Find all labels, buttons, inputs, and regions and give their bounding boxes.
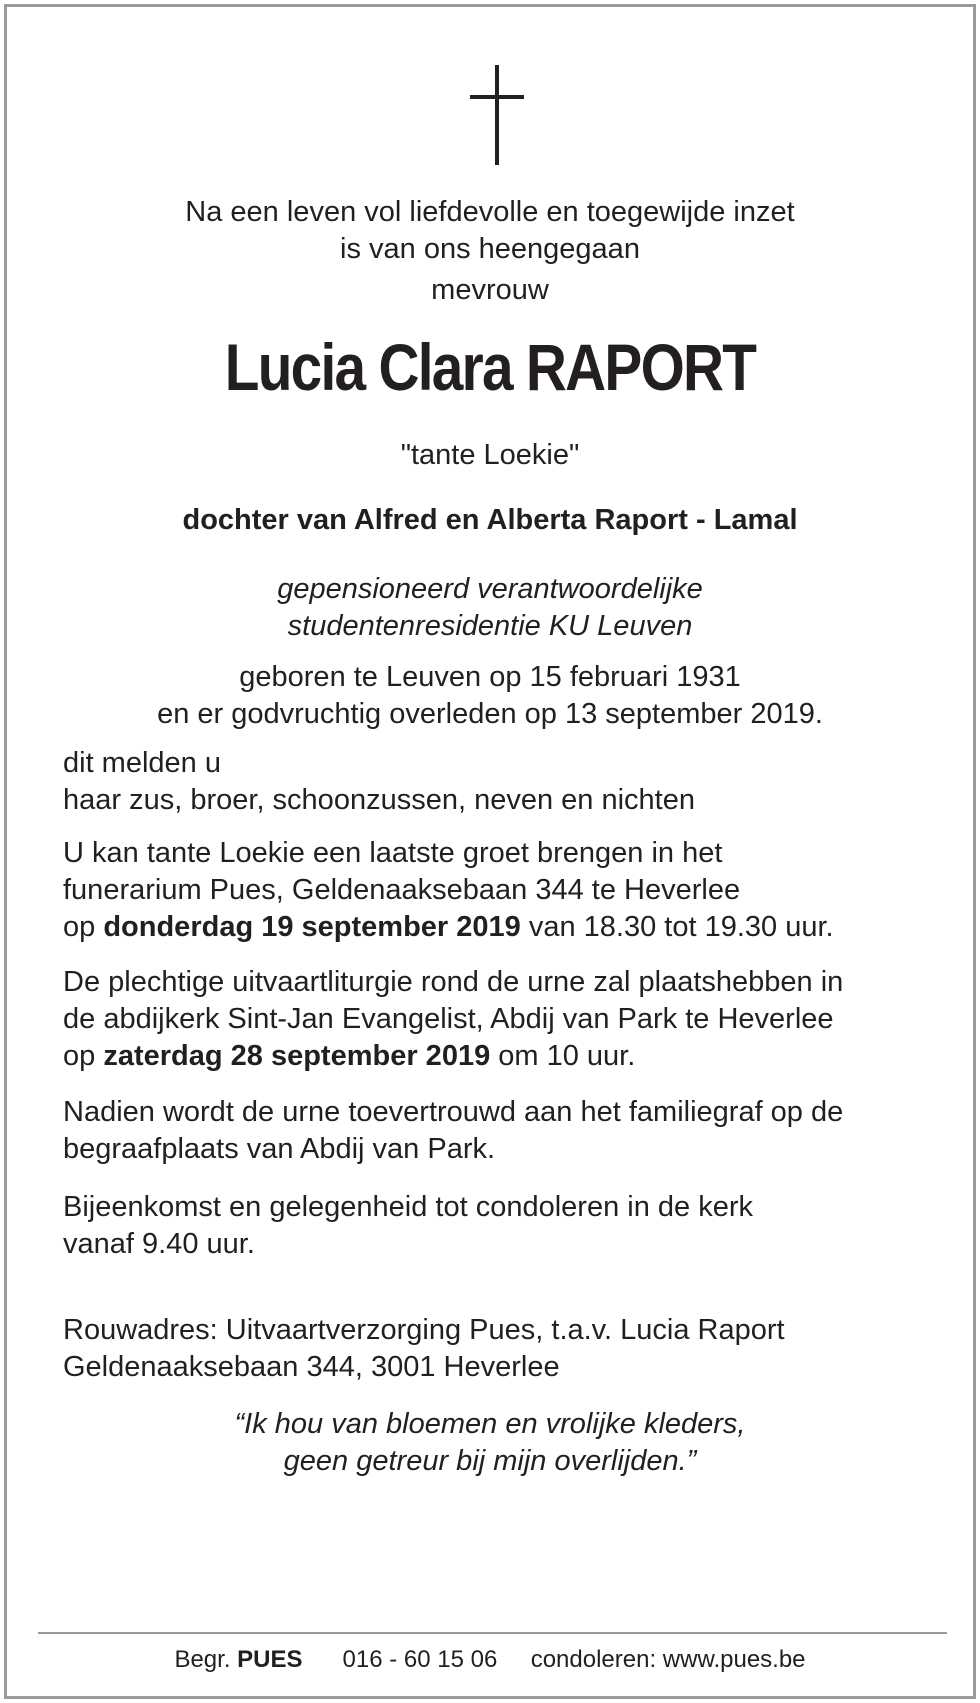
- gathering-paragraph: [7, 1189, 973, 1263]
- death-line: en er godvruchtig overleden op 13 september 2019.: [157, 698, 823, 730]
- latin-cross-icon: [467, 65, 527, 165]
- life-dates: [7, 659, 973, 733]
- ceremony-line-1: De plechtige uitvaartliturgie rond de urne zal plaatshebben in: [63, 966, 844, 998]
- occupation: [7, 571, 973, 645]
- address-line-2: Geldenaaksebaan 344, 3001 Heverlee: [63, 1351, 560, 1383]
- intro-text: [7, 194, 973, 268]
- ceremony-time: om 10 uur.: [490, 1040, 636, 1072]
- closing-quote: [7, 1406, 973, 1480]
- funeral-home-name: PUES: [237, 1646, 303, 1673]
- intro-line-1: Na een leven vol liefdevolle en toegewijde inzet: [185, 196, 795, 228]
- ceremony-prefix: op: [63, 1040, 104, 1072]
- visitation-time: van 18.30 tot 19.30 uur.: [520, 911, 834, 943]
- ceremony-line-2: de abdijkerk Sint-Jan Evangelist, Abdij van Park te Heverlee: [63, 1003, 834, 1035]
- nickname: "tante Loekie": [400, 439, 580, 471]
- occupation-line-1: gepensioneerd verantwoordelijke: [277, 573, 703, 605]
- footer-divider: [38, 1632, 947, 1634]
- visitation-date: donderdag 19 september 2019: [103, 911, 521, 943]
- ceremony-line-3: [63, 1038, 973, 1075]
- obituary-card: [4, 4, 976, 1699]
- gathering-line-2: vanaf 9.40 uur.: [63, 1228, 255, 1260]
- burial-line-2: begraafplaats van Abdij van Park.: [63, 1133, 496, 1165]
- visitation-paragraph: [7, 835, 973, 946]
- visitation-line-3: [63, 909, 973, 946]
- announcers-line-2: haar zus, broer, schoonzussen, neven en nichten: [63, 784, 695, 816]
- quote-line-2: geen getreur bij mijn overlijden.”: [283, 1445, 697, 1477]
- burial-line-1: Nadien wordt de urne toevertrouwd aan het familiegraf op de: [63, 1096, 844, 1128]
- address-line-1: Rouwadres: Uitvaartverzorging Pues, t.a.v. Lucia Raport: [63, 1314, 785, 1346]
- occupation-line-2: studentenresidentie KU Leuven: [287, 610, 693, 642]
- parents-line: dochter van Alfred en Alberta Raport - Lamal: [182, 504, 798, 536]
- birth-line: geboren te Leuven op 15 februari 1931: [239, 661, 741, 693]
- visitation-prefix: op: [63, 911, 104, 943]
- ceremony-paragraph: [7, 964, 973, 1075]
- funeral-home-label: Begr.: [174, 1646, 238, 1673]
- gathering-line-1: Bijeenkomst en gelegenheid tot condoleren in de kerk: [63, 1191, 754, 1223]
- announcers: [7, 745, 973, 819]
- burial-paragraph: [7, 1094, 973, 1168]
- condolences-link[interactable]: condoleren: www.pues.be: [530, 1646, 806, 1673]
- funeral-home-phone: 016 - 60 15 06: [342, 1646, 498, 1673]
- quote-line-1: “Ik hou van bloemen en vrolijke kleders,: [234, 1408, 746, 1440]
- footer: [7, 1645, 973, 1675]
- visitation-line-1: U kan tante Loekie een laatste groet brengen in het: [63, 837, 723, 869]
- visitation-line-2: funerarium Pues, Geldenaaksebaan 344 te Heverlee: [63, 874, 741, 906]
- intro-line-2: is van ons heengegaan: [340, 233, 640, 265]
- deceased-name: Lucia Clara RAPORT: [224, 330, 756, 404]
- announcers-line-1: dit melden u: [63, 747, 221, 779]
- address-paragraph: [7, 1312, 973, 1386]
- ceremony-date: zaterdag 28 september 2019: [103, 1040, 491, 1072]
- title-prefix: mevrouw: [431, 274, 549, 306]
